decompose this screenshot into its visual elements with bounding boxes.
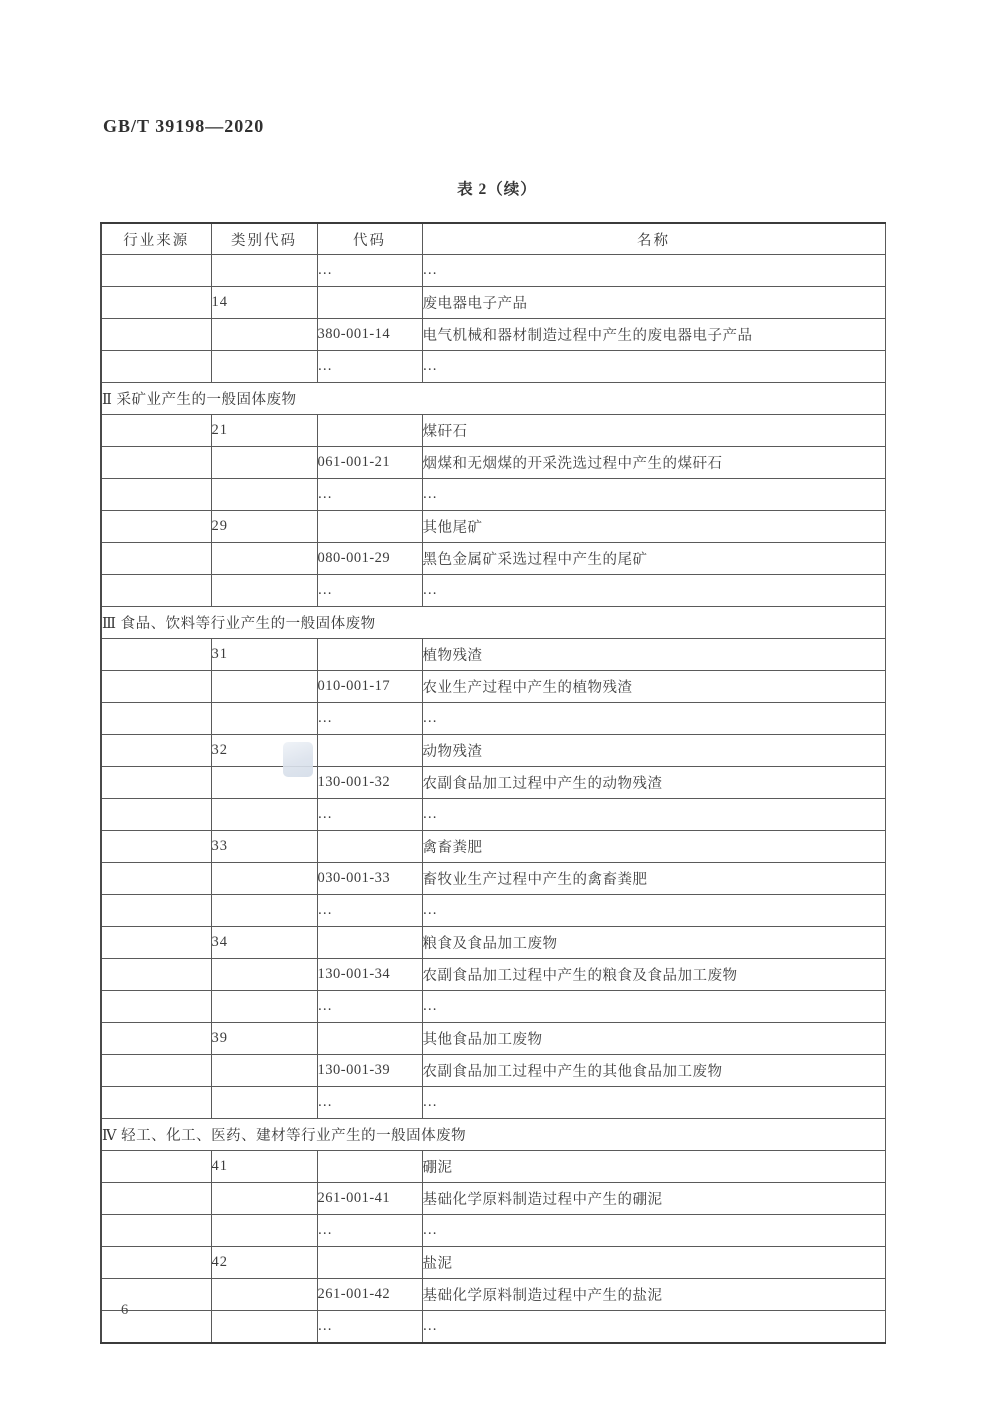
industry-cell	[101, 479, 211, 511]
industry-cell	[101, 1183, 211, 1215]
category-cell	[211, 575, 317, 607]
table-row	[101, 1087, 885, 1119]
industry-cell	[101, 831, 211, 863]
table-row	[101, 1055, 885, 1087]
category-cell: 41	[211, 1151, 317, 1183]
code-cell: 030-001-33	[317, 863, 422, 895]
name-cell: 植物残渣	[422, 639, 885, 671]
table-header	[101, 223, 885, 255]
industry-cell	[101, 735, 211, 767]
table-row	[101, 575, 885, 607]
code-cell: …	[317, 1215, 422, 1247]
category-cell	[211, 351, 317, 383]
industry-cell	[101, 991, 211, 1023]
category-cell	[211, 671, 317, 703]
name-cell: 粮食及食品加工废物	[422, 927, 885, 959]
category-cell: 39	[211, 1023, 317, 1055]
name-cell: 农副食品加工过程中产生的粮食及食品加工废物	[422, 959, 885, 991]
category-cell	[211, 447, 317, 479]
name-cell: 畜牧业生产过程中产生的禽畜粪肥	[422, 863, 885, 895]
category-cell	[211, 255, 317, 287]
category-cell	[211, 1279, 317, 1311]
category-cell	[211, 1311, 317, 1344]
industry-cell	[101, 287, 211, 319]
table-row	[101, 863, 885, 895]
column-header-name: 名称	[422, 223, 885, 255]
industry-cell	[101, 927, 211, 959]
table-row	[101, 703, 885, 735]
code-cell: …	[317, 799, 422, 831]
section-row	[101, 383, 885, 415]
category-cell	[211, 319, 317, 351]
code-cell	[317, 1151, 422, 1183]
industry-cell	[101, 543, 211, 575]
industry-cell	[101, 799, 211, 831]
section-row	[101, 1119, 885, 1151]
industry-cell	[101, 671, 211, 703]
table-row	[101, 479, 885, 511]
standard-number: GB/T 39198—2020	[103, 116, 265, 136]
code-cell: 261-001-42	[317, 1279, 422, 1311]
name-cell: …	[422, 479, 885, 511]
section-label: Ⅲ 食品、饮料等行业产生的一般固体废物	[101, 607, 885, 639]
code-cell: 061-001-21	[317, 447, 422, 479]
category-cell	[211, 863, 317, 895]
industry-cell	[101, 1151, 211, 1183]
table-row	[101, 671, 885, 703]
industry-cell	[101, 895, 211, 927]
code-cell: 010-001-17	[317, 671, 422, 703]
table-row	[101, 351, 885, 383]
industry-cell	[101, 1215, 211, 1247]
code-cell: …	[317, 703, 422, 735]
code-cell: 080-001-29	[317, 543, 422, 575]
name-cell: 禽畜粪肥	[422, 831, 885, 863]
name-cell: 烟煤和无烟煤的开采洗选过程中产生的煤矸石	[422, 447, 885, 479]
name-cell: 其他尾矿	[422, 511, 885, 543]
code-cell	[317, 1247, 422, 1279]
name-cell: …	[422, 575, 885, 607]
name-cell: 农副食品加工过程中产生的其他食品加工废物	[422, 1055, 885, 1087]
category-cell	[211, 799, 317, 831]
code-cell: …	[317, 255, 422, 287]
code-cell: 130-001-34	[317, 959, 422, 991]
industry-cell	[101, 575, 211, 607]
code-cell	[317, 639, 422, 671]
industry-cell	[101, 1023, 211, 1055]
table-row	[101, 927, 885, 959]
name-cell: …	[422, 255, 885, 287]
category-cell: 33	[211, 831, 317, 863]
code-cell	[317, 735, 422, 767]
table-row	[101, 1279, 885, 1311]
table-body	[101, 255, 885, 1344]
name-cell: …	[422, 1087, 885, 1119]
category-cell	[211, 479, 317, 511]
category-cell	[211, 959, 317, 991]
name-cell: 其他食品加工废物	[422, 1023, 885, 1055]
code-cell: …	[317, 1311, 422, 1344]
table-row	[101, 1247, 885, 1279]
industry-cell	[101, 319, 211, 351]
table-row	[101, 255, 885, 287]
code-cell: 130-001-39	[317, 1055, 422, 1087]
name-cell: 基础化学原料制造过程中产生的硼泥	[422, 1183, 885, 1215]
industry-cell	[101, 767, 211, 799]
code-cell	[317, 831, 422, 863]
table-row	[101, 1215, 885, 1247]
table-row	[101, 447, 885, 479]
code-cell: …	[317, 991, 422, 1023]
category-cell	[211, 1183, 317, 1215]
code-cell: …	[317, 575, 422, 607]
name-cell: …	[422, 799, 885, 831]
name-cell: 基础化学原料制造过程中产生的盐泥	[422, 1279, 885, 1311]
name-cell: …	[422, 1215, 885, 1247]
industry-cell	[101, 255, 211, 287]
name-cell: …	[422, 991, 885, 1023]
name-cell: 农副食品加工过程中产生的动物残渣	[422, 767, 885, 799]
column-header-category-code: 类别代码	[211, 223, 317, 255]
section-label: Ⅱ 采矿业产生的一般固体废物	[101, 383, 885, 415]
table-row	[101, 735, 885, 767]
category-cell: 42	[211, 1247, 317, 1279]
header-row	[101, 223, 885, 255]
table-row	[101, 895, 885, 927]
industry-cell	[101, 1311, 211, 1344]
industry-cell	[101, 415, 211, 447]
code-cell	[317, 927, 422, 959]
table-row	[101, 1151, 885, 1183]
page-number: 6	[121, 1302, 129, 1318]
industry-cell	[101, 639, 211, 671]
table-row	[101, 1183, 885, 1215]
code-cell: …	[317, 351, 422, 383]
column-header-industry-source: 行业来源	[101, 223, 211, 255]
category-cell	[211, 1087, 317, 1119]
table-row	[101, 831, 885, 863]
industry-cell	[101, 863, 211, 895]
table-caption: 表 2（续）	[457, 181, 537, 198]
table-row	[101, 287, 885, 319]
code-cell: …	[317, 479, 422, 511]
code-cell: …	[317, 895, 422, 927]
waste-classification-table	[100, 222, 886, 1344]
name-cell: 废电器电子产品	[422, 287, 885, 319]
code-cell	[317, 415, 422, 447]
code-cell: 380-001-14	[317, 319, 422, 351]
category-cell	[211, 991, 317, 1023]
industry-cell	[101, 1087, 211, 1119]
name-cell: 硼泥	[422, 1151, 885, 1183]
name-cell: 农业生产过程中产生的植物残渣	[422, 671, 885, 703]
code-cell	[317, 1023, 422, 1055]
industry-cell	[101, 511, 211, 543]
code-cell: 130-001-32	[317, 767, 422, 799]
name-cell: 黑色金属矿采选过程中产生的尾矿	[422, 543, 885, 575]
name-cell: …	[422, 895, 885, 927]
category-cell	[211, 1215, 317, 1247]
name-cell: …	[422, 1311, 885, 1344]
code-cell: 261-001-41	[317, 1183, 422, 1215]
industry-cell	[101, 447, 211, 479]
name-cell: 电气机械和器材制造过程中产生的废电器电子产品	[422, 319, 885, 351]
category-cell	[211, 543, 317, 575]
table-row	[101, 767, 885, 799]
table-row	[101, 319, 885, 351]
industry-cell	[101, 1055, 211, 1087]
table-row	[101, 1023, 885, 1055]
industry-cell	[101, 1279, 211, 1311]
industry-cell	[101, 1247, 211, 1279]
name-cell: …	[422, 351, 885, 383]
table-row	[101, 543, 885, 575]
section-label: Ⅳ 轻工、化工、医药、建材等行业产生的一般固体废物	[101, 1119, 885, 1151]
code-cell	[317, 287, 422, 319]
table-row	[101, 991, 885, 1023]
table-row	[101, 799, 885, 831]
industry-cell	[101, 703, 211, 735]
category-cell: 32	[211, 735, 317, 767]
table-row	[101, 511, 885, 543]
code-cell: …	[317, 1087, 422, 1119]
name-cell: 动物残渣	[422, 735, 885, 767]
category-cell: 31	[211, 639, 317, 671]
category-cell: 34	[211, 927, 317, 959]
name-cell: 盐泥	[422, 1247, 885, 1279]
category-cell	[211, 703, 317, 735]
table-row	[101, 415, 885, 447]
category-cell	[211, 1055, 317, 1087]
table-row	[101, 1311, 885, 1344]
name-cell: …	[422, 703, 885, 735]
category-cell: 29	[211, 511, 317, 543]
table-row	[101, 639, 885, 671]
name-cell: 煤矸石	[422, 415, 885, 447]
industry-cell	[101, 351, 211, 383]
category-cell	[211, 895, 317, 927]
column-header-code: 代码	[317, 223, 422, 255]
section-row	[101, 607, 885, 639]
table-row	[101, 959, 885, 991]
category-cell: 21	[211, 415, 317, 447]
category-cell: 14	[211, 287, 317, 319]
watermark-sticker	[283, 742, 313, 777]
code-cell	[317, 511, 422, 543]
industry-cell	[101, 959, 211, 991]
